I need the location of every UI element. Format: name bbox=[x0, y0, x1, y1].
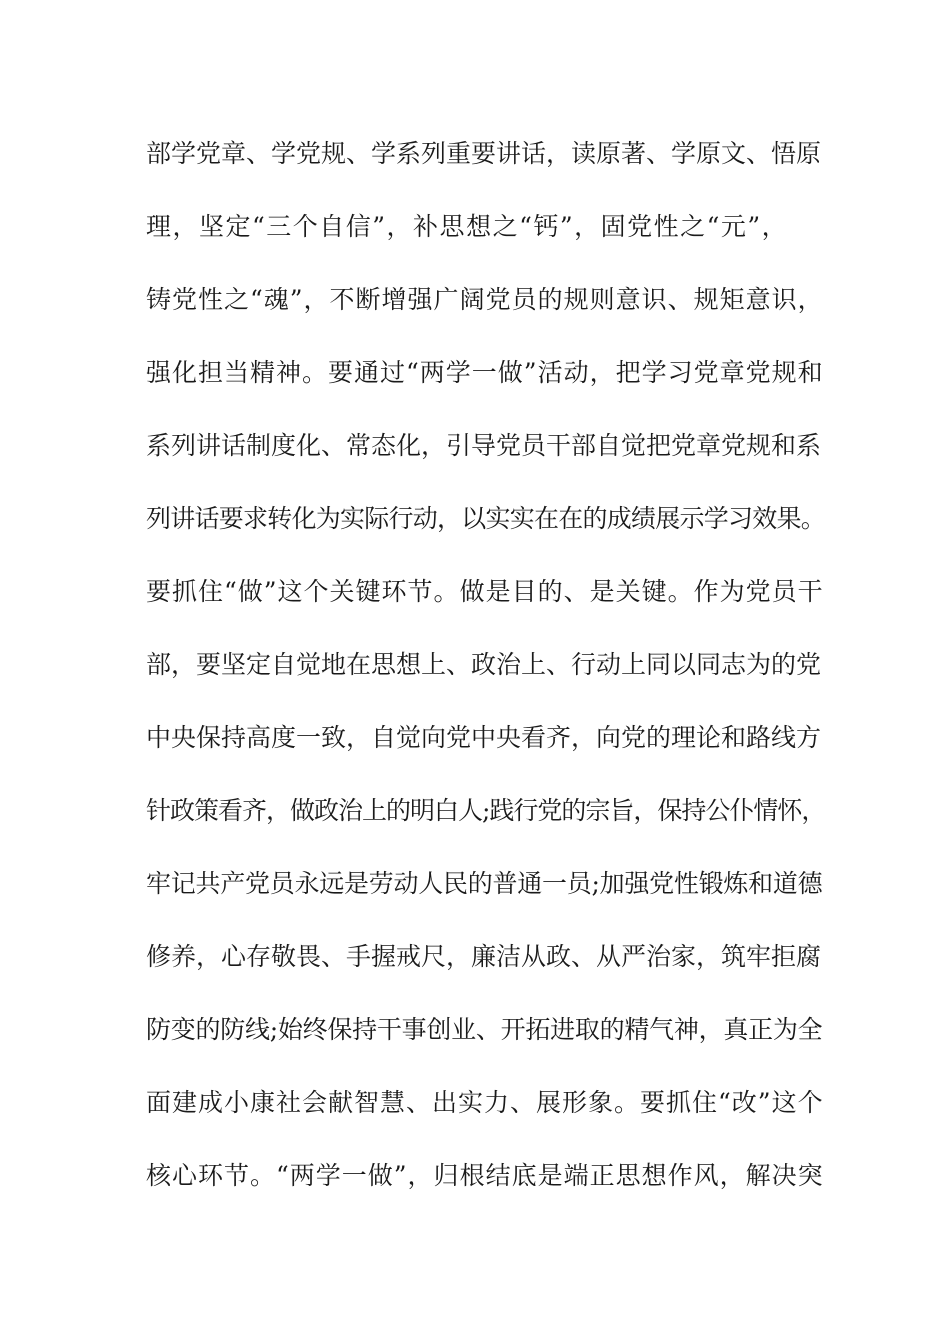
text-line: 核心环节。“两学一做”，归根结底是端正思想作风，解决突 bbox=[146, 1161, 824, 1190]
text-line: 牢记共产党员永远是劳动人民的普通一员;加强党性锻炼和道德 bbox=[146, 869, 823, 898]
text-line: 修养，心存敬畏、手握戒尺，廉洁从政、从严治家，筑牢拒腐 bbox=[146, 942, 822, 971]
text-line: 部，要坚定自觉地在思想上、政治上、行动上同以同志为的党 bbox=[146, 650, 822, 679]
text-line: 铸党性之“魂”，不断增强广阔党员的规则意识、规矩意识， bbox=[146, 285, 824, 314]
text-line: 理，坚定“三个自信”，补思想之“钙”，固党性之“元”， bbox=[146, 212, 789, 241]
text-line: 系列讲话制度化、常态化，引导党员干部自觉把党章党规和系 bbox=[146, 431, 822, 460]
body-text bbox=[146, 131, 826, 1226]
text-line: 针政策看齐，做政治上的明白人;践行党的宗旨，保持公仆情怀， bbox=[146, 796, 826, 825]
text-line: 中央保持高度一致，自觉向党中央看齐，向党的理论和路线方 bbox=[146, 723, 822, 752]
text-line: 部学党章、学党规、学系列重要讲话，读原著、学原文、悟原 bbox=[146, 139, 822, 168]
text-line: 列讲话要求转化为实际行动，以实实在在的成绩展示学习效果。 bbox=[146, 504, 826, 533]
text-line: 要抓住“做”这个关键环节。做是目的、是关键。作为党员干 bbox=[146, 577, 824, 606]
text-line: 强化担当精神。要通过“两学一做”活动，把学习党章党规和 bbox=[146, 358, 824, 387]
text-line: 面建成小康社会献智慧、出实力、展形象。要抓住“改”这个 bbox=[146, 1088, 824, 1117]
text-line: 防变的防线;始终保持干事创业、开拓进取的精气神，真正为全 bbox=[146, 1015, 823, 1044]
